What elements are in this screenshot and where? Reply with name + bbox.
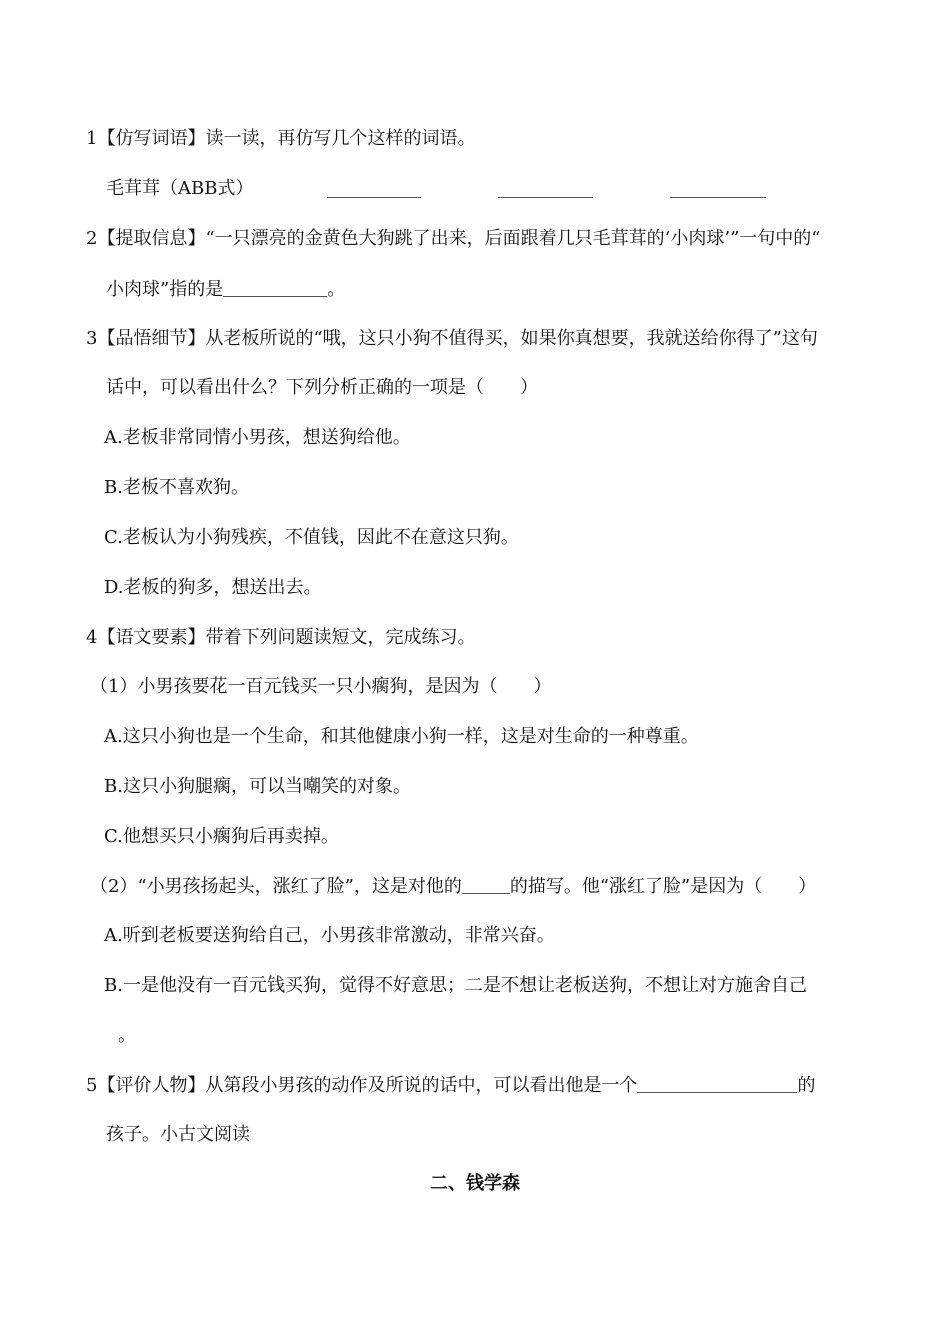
question-text: （2）“小男孩扬起头，涨红了脸”，这是对他的	[90, 876, 462, 897]
option-b[interactable]: B.老板不喜欢狗。	[104, 477, 249, 498]
question-5	[86, 1074, 815, 1097]
question-text: 的	[797, 1075, 816, 1096]
option-b[interactable]: B.一是他没有一百元钱买狗，觉得不好意思；二是不想让老板送狗，不想让对方施舍自己	[104, 975, 807, 996]
question-tag: 【评价人物】	[97, 1075, 206, 1096]
question-tag: 【提取信息】	[97, 228, 206, 249]
question-text: 。	[327, 279, 346, 300]
question-2-continued	[106, 278, 345, 301]
question-text: 从老板所说的“哦，这只小狗不值得买，如果你真想要，我就送给你得了”这句	[205, 328, 818, 349]
option-a[interactable]: A.这只小狗也是一个生命，和其他健康小狗一样，这是对生命的一种尊重。	[104, 726, 699, 747]
answer-blank[interactable]	[462, 875, 510, 894]
answer-blank[interactable]	[223, 278, 327, 297]
q1-example-row	[106, 178, 253, 200]
section-heading: 二、钱学森	[430, 1173, 520, 1194]
question-text: 小肉球”指的是	[106, 279, 224, 300]
answer-blank[interactable]	[637, 1074, 797, 1093]
option-c[interactable]: C.他想买只小瘸狗后再卖掉。	[104, 826, 339, 847]
sub-question-2	[90, 875, 816, 898]
option-d[interactable]: D.老板的狗多，想送出去。	[104, 577, 322, 598]
sub-question-1: （1）小男孩要花一百元钱买一只小瘸狗，是因为（ ）	[90, 676, 552, 697]
question-tag: 【语文要素】	[97, 627, 206, 648]
option-b[interactable]: B.这只小狗腿瘸，可以当嘲笑的对象。	[104, 776, 411, 797]
question-text: 带着下列问题读短文，完成练习。	[205, 627, 476, 648]
question-3-continued: 话中，可以看出什么？下列分析正确的一项是（ ）	[106, 377, 538, 398]
question-tag: 【品悟细节】	[97, 328, 206, 349]
question-number: 1	[86, 128, 98, 149]
option-c[interactable]: C.老板认为小狗残疾，不值钱，因此不在意这只狗。	[104, 527, 519, 548]
answer-blank[interactable]	[670, 179, 766, 198]
question-text: 的描写。他“涨红了脸”是因为（ ）	[509, 876, 817, 897]
question-text: 从第段小男孩的动作及所说的话中，可以看出他是一个	[205, 1075, 638, 1096]
question-2	[86, 228, 821, 250]
question-1	[86, 128, 475, 150]
question-3	[86, 328, 818, 350]
question-number: 4	[86, 627, 98, 648]
question-number: 3	[86, 328, 98, 349]
option-a[interactable]: A.听到老板要送狗给自己，小男孩非常激动，非常兴奋。	[104, 925, 555, 946]
option-a[interactable]: A.老板非常同情小男孩，想送狗给他。	[104, 427, 411, 448]
question-number: 2	[86, 228, 98, 249]
question-text: “一只漂亮的金黄色大狗跳了出来，后面跟着几只毛茸茸的‘小肉球’”一句中的“	[205, 228, 821, 249]
answer-blank[interactable]	[327, 179, 421, 198]
question-5-continued: 孩子。小古文阅读	[106, 1124, 250, 1145]
question-4	[86, 627, 475, 649]
question-number: 5	[86, 1075, 98, 1096]
example-word: 毛茸茸（ABB式）	[106, 178, 254, 199]
answer-blank[interactable]	[498, 179, 593, 198]
option-b-continued: 。	[118, 1025, 136, 1046]
question-text: 读一读，再仿写几个这样的词语。	[205, 128, 476, 149]
question-tag: 【仿写词语】	[97, 128, 206, 149]
